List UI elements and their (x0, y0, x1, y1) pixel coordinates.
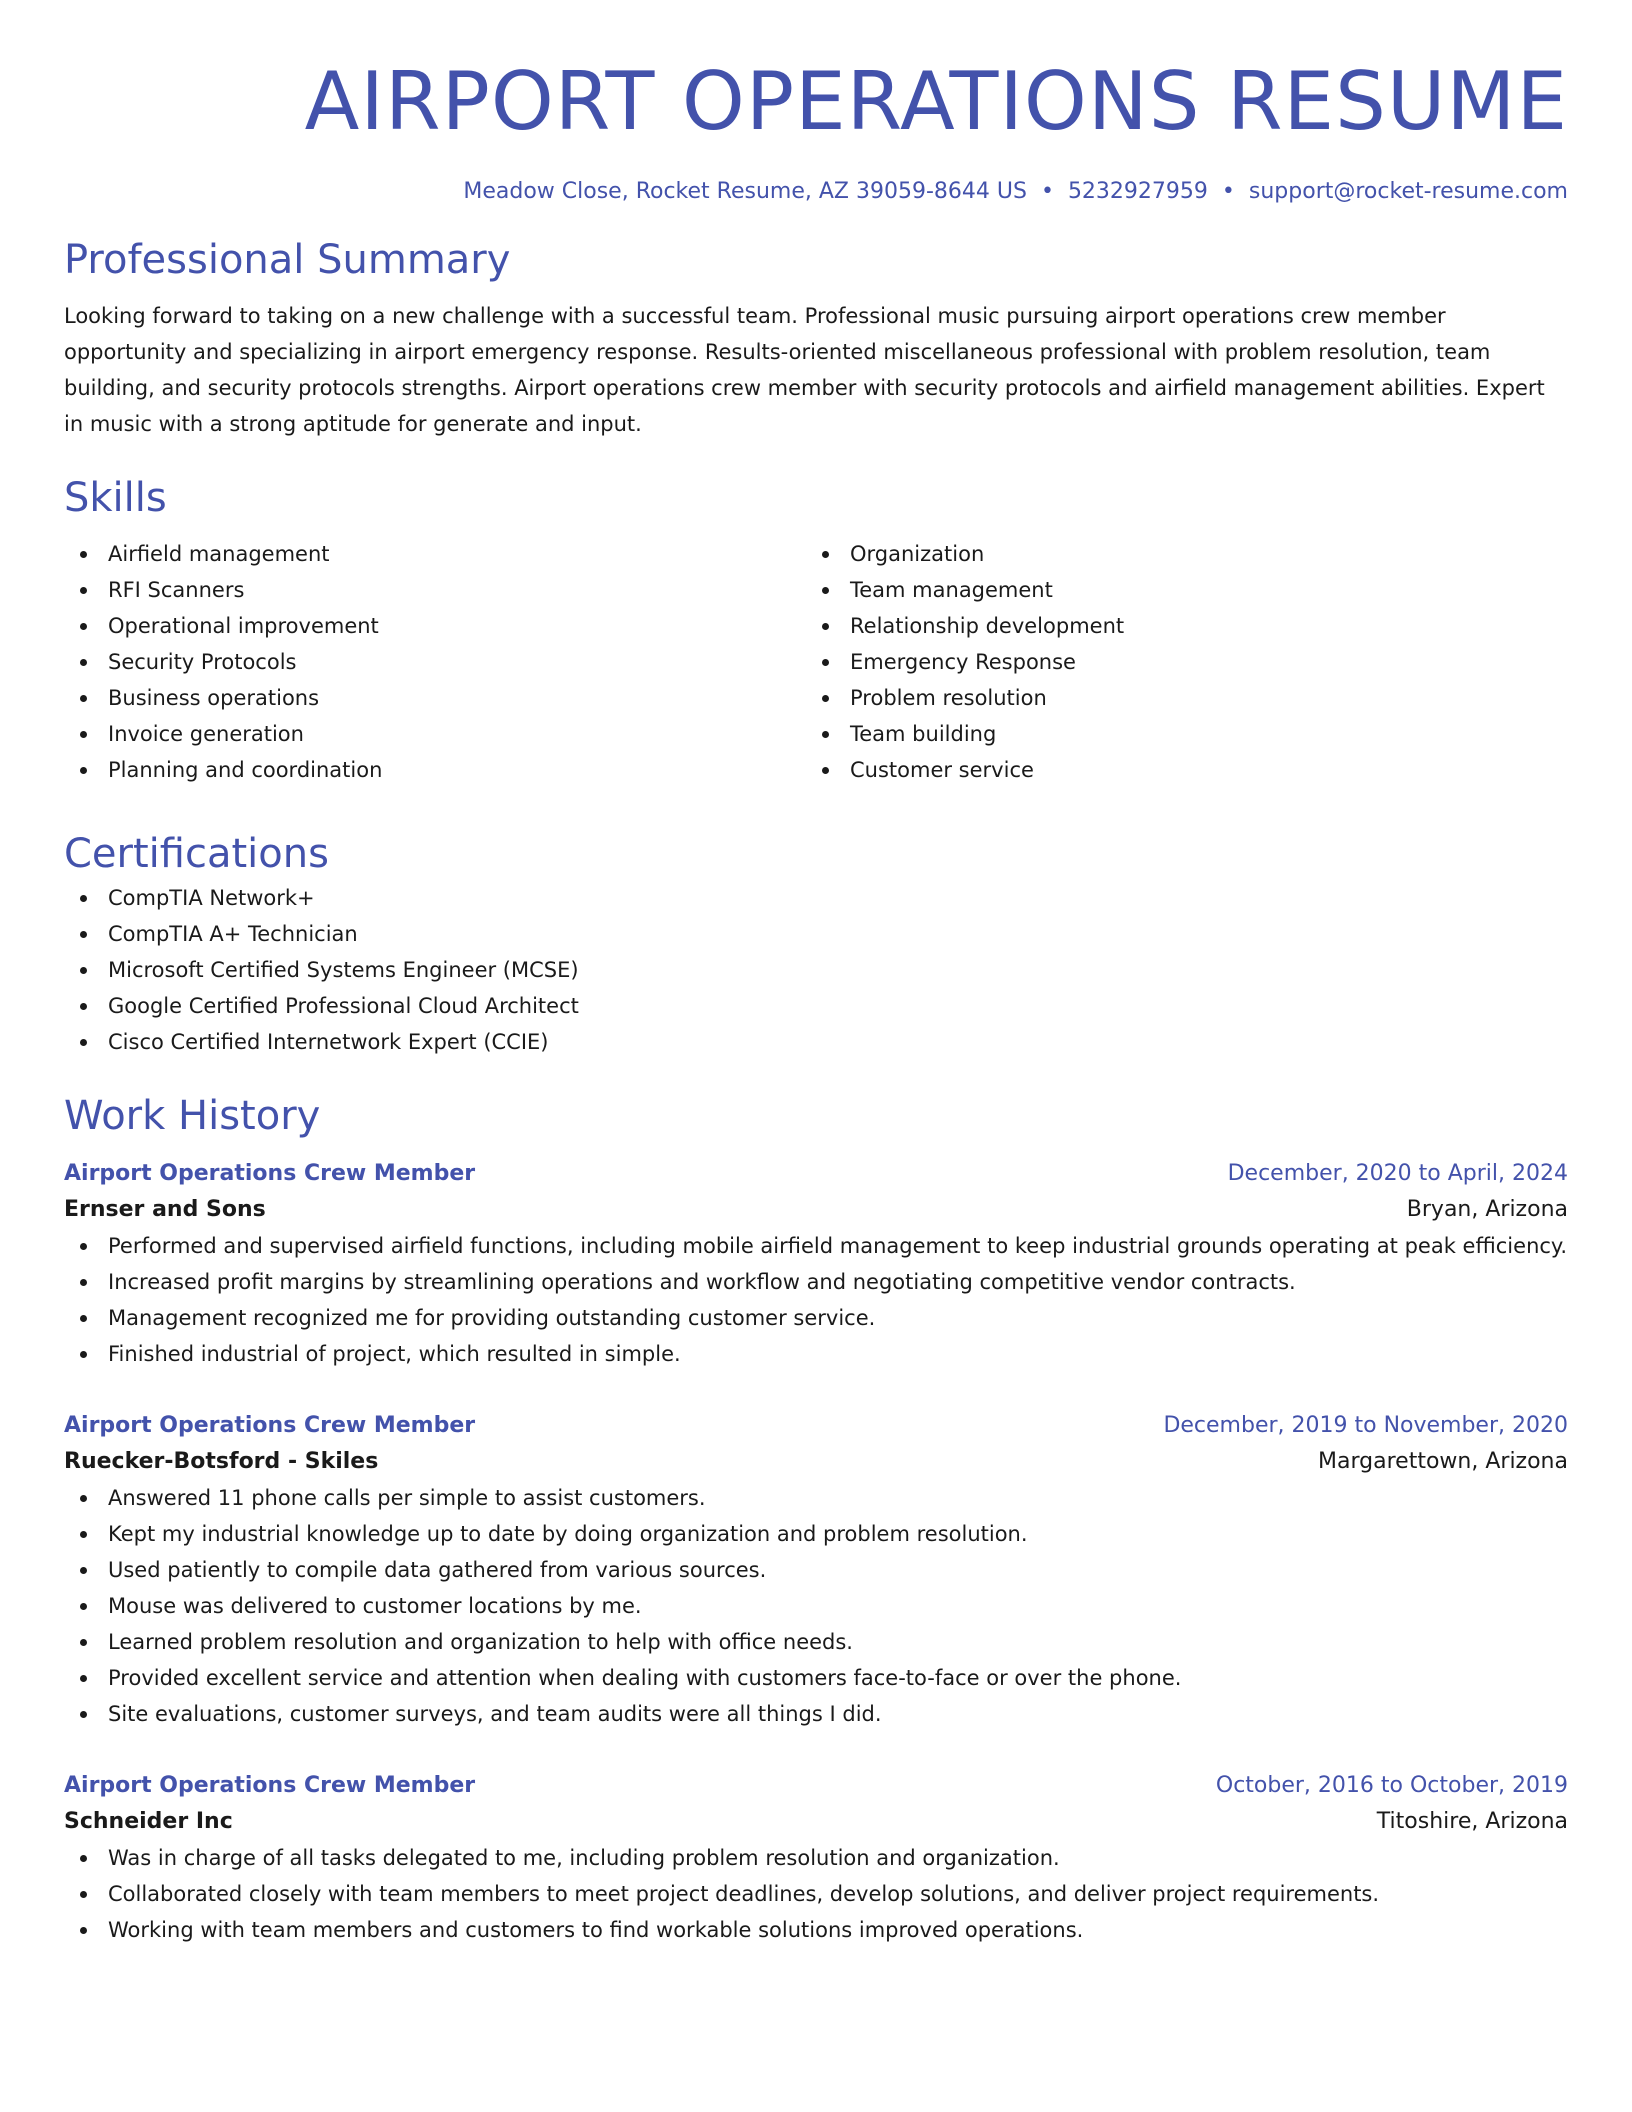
skill-item: Planning and coordination (64, 752, 806, 788)
skill-item: Operational improvement (64, 608, 806, 644)
job-title: Airport Operations Crew Member (64, 1413, 476, 1438)
skill-item: Security Protocols (64, 644, 806, 680)
contact-separator: • (1221, 179, 1235, 204)
skill-item: Problem resolution (806, 680, 1548, 716)
skill-item: Team management (806, 572, 1548, 608)
work-history-heading: Work History (64, 1093, 321, 1139)
job-title-row (64, 1408, 1568, 1444)
certifications-heading: Certifications (64, 831, 329, 877)
job-dates: October, 2016 to October, 2019 (1215, 1773, 1568, 1798)
job-duties-list (64, 1228, 1568, 1372)
job-company: Schneider Inc (64, 1809, 233, 1834)
skill-item: Customer service (806, 752, 1548, 788)
skill-item: Business operations (64, 680, 806, 716)
skills-section (64, 472, 1568, 788)
skill-item: Airfield management (64, 536, 806, 572)
job-entry (64, 1768, 1568, 1948)
job-dates: December, 2020 to April, 2024 (1227, 1161, 1568, 1186)
job-duty: Site evaluations, customer surveys, and team audits were all things I did. (64, 1696, 1568, 1732)
job-duty: Performed and supervised airfield functions, including mobile airfield management to keep industrial grounds operating at peak efficiency. (64, 1228, 1568, 1264)
certification-item: Microsoft Certified Systems Engineer (MCSE) (64, 952, 1568, 988)
skills-list-left (64, 536, 806, 788)
job-company-row (64, 1192, 1568, 1228)
skills-grid (64, 536, 1568, 788)
skills-heading: Skills (64, 475, 167, 521)
job-duties-list (64, 1480, 1568, 1732)
job-duties-list (64, 1840, 1568, 1948)
job-duty: Collaborated closely with team members to meet project deadlines, develop solutions, and deliver project requirements. (64, 1876, 1568, 1912)
job-duty: Used patiently to compile data gathered from various sources. (64, 1552, 1568, 1588)
job-company: Ruecker-Botsford - Skiles (64, 1449, 379, 1474)
summary-heading: Professional Summary (64, 237, 511, 283)
skill-item: Relationship development (806, 608, 1548, 644)
job-duty: Provided excellent service and attention when dealing with customers face-to-face or over the phone. (64, 1660, 1568, 1696)
contact-line (64, 176, 1568, 208)
contact-address: Meadow Close, Rocket Resume, AZ 39059-8644 US (463, 179, 1027, 204)
summary-text: Looking forward to taking on a new challenge with a successful team. Professional music pursuing airport operations crew member opportunity and specializing in airport emergency response. Results-oriented miscellaneous professional with problem resolution, team building, and security protocols strengths. Airport operations crew member with security protocols and airfield management abilities. Expert in music with a strong aptitude for generate and input. (64, 304, 1545, 436)
job-duty: Kept my industrial knowledge up to date by doing organization and problem resolution. (64, 1516, 1568, 1552)
job-duty: Mouse was delivered to customer locations by me. (64, 1588, 1568, 1624)
resume-header (64, 54, 1568, 208)
job-location: Bryan, Arizona (1406, 1197, 1568, 1222)
certification-item: Cisco Certified Internetwork Expert (CCIE) (64, 1024, 1568, 1060)
skill-item: Organization (806, 536, 1548, 572)
certification-item: Google Certified Professional Cloud Architect (64, 988, 1568, 1024)
contact-separator: • (1040, 179, 1054, 204)
job-company: Ernser and Sons (64, 1197, 266, 1222)
skill-item: Invoice generation (64, 716, 806, 752)
job-location: Margarettown, Arizona (1318, 1449, 1568, 1474)
job-duty: Answered 11 phone calls per simple to assist customers. (64, 1480, 1568, 1516)
job-entry (64, 1408, 1568, 1732)
contact-phone: 5232927959 (1067, 179, 1208, 204)
certification-item: CompTIA A+ Technician (64, 916, 1568, 952)
job-title: Airport Operations Crew Member (64, 1161, 476, 1186)
skills-list-right (806, 536, 1548, 788)
summary-section (64, 234, 1568, 442)
job-company-row (64, 1804, 1568, 1840)
contact-email: support@rocket-resume.com (1248, 179, 1568, 204)
work-history-section (64, 1090, 1568, 1948)
job-title: Airport Operations Crew Member (64, 1773, 476, 1798)
certifications-section (64, 828, 1568, 1060)
job-duty: Increased profit margins by streamlining operations and workflow and negotiating competitive vendor contracts. (64, 1264, 1568, 1300)
job-duty: Was in charge of all tasks delegated to me, including problem resolution and organization. (64, 1840, 1568, 1876)
job-title-row (64, 1768, 1568, 1804)
job-duty: Finished industrial of project, which resulted in simple. (64, 1336, 1568, 1372)
skill-item: RFI Scanners (64, 572, 806, 608)
job-location: Titoshire, Arizona (1376, 1809, 1568, 1834)
certifications-list (64, 880, 1568, 1060)
job-dates: December, 2019 to November, 2020 (1163, 1413, 1568, 1438)
job-duty: Working with team members and customers to find workable solutions improved operations. (64, 1912, 1568, 1948)
job-duty: Learned problem resolution and organization to help with office needs. (64, 1624, 1568, 1660)
job-company-row (64, 1444, 1568, 1480)
skill-item: Emergency Response (806, 644, 1548, 680)
job-entry (64, 1156, 1568, 1372)
skill-item: Team building (806, 716, 1548, 752)
job-title-row (64, 1156, 1568, 1192)
certification-item: CompTIA Network+ (64, 880, 1568, 916)
resume-title: AIRPORT OPERATIONS RESUME (304, 55, 1568, 148)
job-duty: Management recognized me for providing outstanding customer service. (64, 1300, 1568, 1336)
